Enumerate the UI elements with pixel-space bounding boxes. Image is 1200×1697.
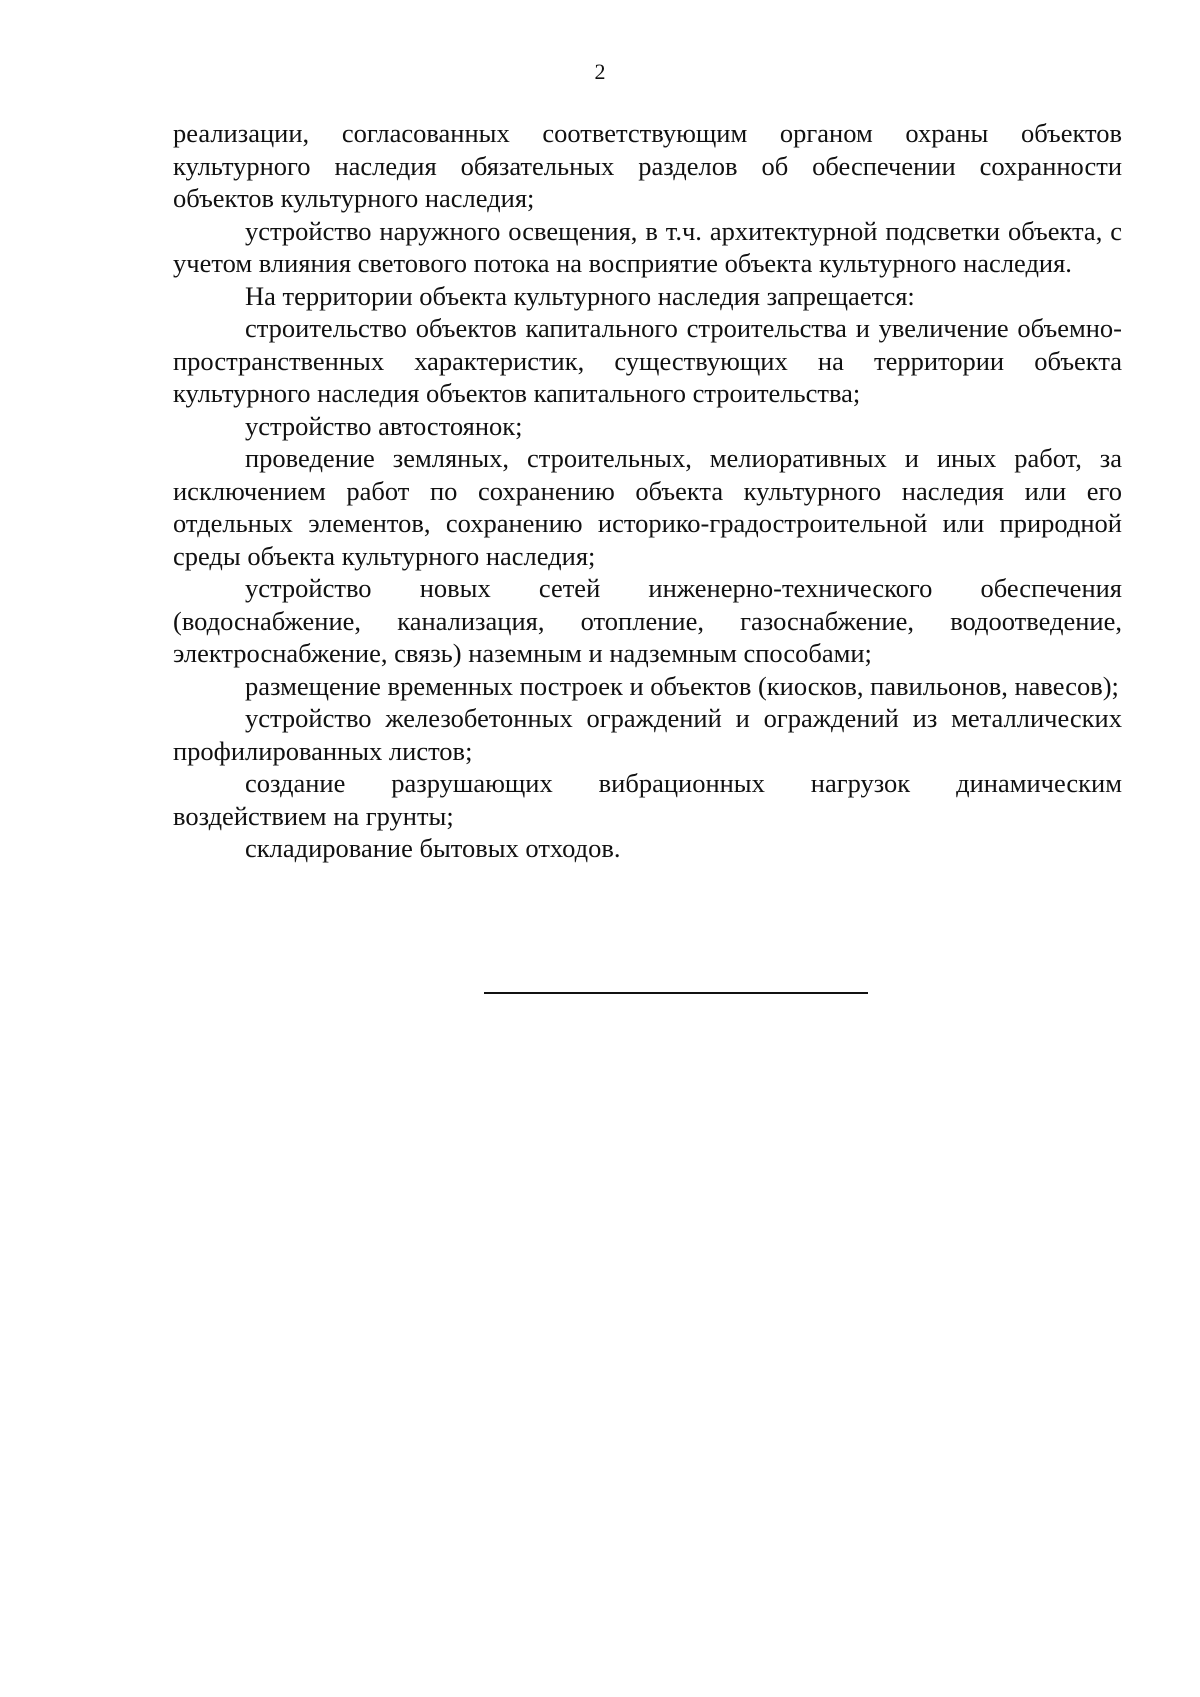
paragraph-vibration-loads: создание разрушающих вибрационных нагрузок динамическим воздействием на грунты; <box>173 768 1122 831</box>
paragraph-parking: устройство автостоянок; <box>245 410 523 441</box>
paragraph-waste-storage: складирование бытовых отходов. <box>245 833 621 863</box>
paragraph-outdoor-lighting: устройство наружного освещения, в т.ч. архитектурной подсветки объекта, с учетом влияния светового потока на восприятие объекта культурного наследия. <box>173 215 1122 278</box>
paragraph-temporary-structures: размещение временных построек и объектов (киосков, павильонов, навесов); <box>245 670 1119 701</box>
document-body <box>173 117 1122 865</box>
paragraph-earthworks: проведение земляных, строительных, мелиоративных и иных работ, за исключением работ по сохранению объекта культурного наследия или его отдельных элементов, сохранению историко-градостроительной или природной среды объекта культурного наследия; <box>173 443 1122 571</box>
paragraph-capital-construction: строительство объектов капитального строительства и увеличение объемно-пространственных характеристик, существующих на территории объекта культурного наследия объектов капитального строительства; <box>173 313 1122 408</box>
paragraph-fences: устройство железобетонных ограждений и ограждений из металлических профилированных листов; <box>173 703 1122 766</box>
paragraph-utility-networks: устройство новых сетей инженерно-технического обеспечения (водоснабжение, канализация, отопление, газоснабжение, водоотведение, электроснабжение, связь) наземным и надземным способами; <box>173 573 1122 668</box>
paragraph-prohibitions-heading: На территории объекта культурного наследия запрещается: <box>245 280 915 311</box>
end-of-document-rule <box>484 992 868 994</box>
paragraph-design-sections: реализации, согласованных соответствующим органом охраны объектов культурного наследия обязательных разделов об обеспечении сохранности объектов культурного наследия; <box>173 118 1122 213</box>
page-number: 2 <box>594 59 606 84</box>
